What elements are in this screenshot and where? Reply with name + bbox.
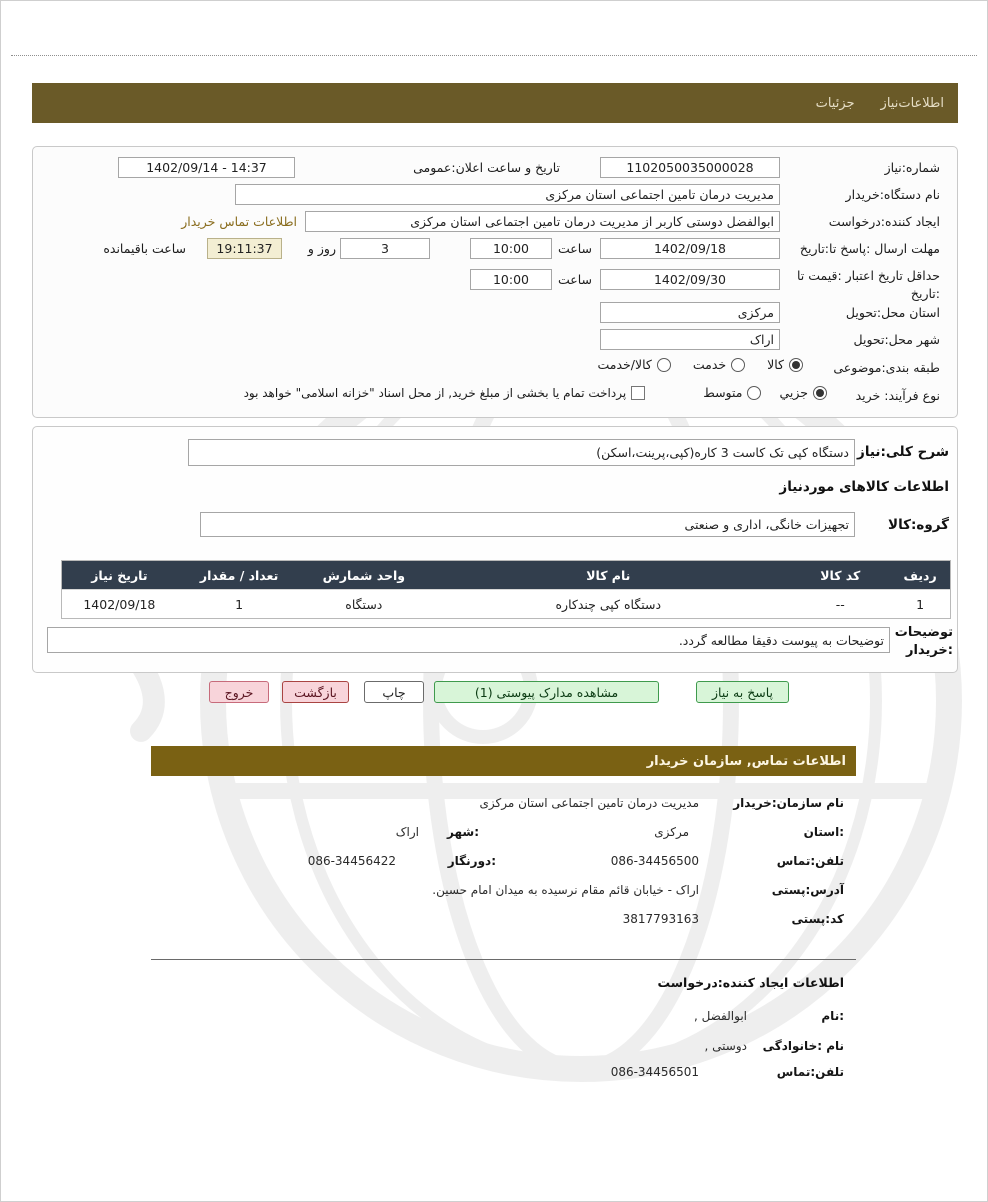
goods-table bbox=[61, 560, 951, 619]
col-goods-name: نام کالا bbox=[586, 567, 631, 583]
province-label: :استان bbox=[803, 825, 844, 839]
goods-group-label: گروه:کالا bbox=[888, 517, 949, 533]
need-number-field[interactable]: 1102050035000028 bbox=[600, 157, 780, 178]
goods-group-field[interactable]: تجهیزات خانگی، اداری و صنعتی bbox=[200, 512, 855, 537]
need-detail-panel bbox=[32, 426, 958, 673]
days-and-label: روز و bbox=[307, 241, 336, 256]
radio-goods-service-label: کالا/خدمت bbox=[597, 357, 652, 372]
cell-row-number: 1 bbox=[916, 596, 925, 612]
cell-goods-code: -- bbox=[835, 596, 845, 612]
deadline-hour-label: ساعت bbox=[557, 241, 592, 256]
price-validity-date-field[interactable]: 1402/09/30 bbox=[600, 269, 780, 290]
creator-phone-label: تلفن:تماس bbox=[776, 1065, 844, 1079]
buyer-contact-header: اطلاعات تماس, سازمان خریدار bbox=[151, 746, 856, 776]
radio-medium-label: متوسط bbox=[703, 385, 743, 400]
cell-quantity: 1 bbox=[235, 596, 244, 612]
col-row-number: ردیف bbox=[903, 567, 937, 583]
cell-need-date: 1402/09/18 bbox=[83, 596, 156, 612]
cell-goods-name: دستگاه کپی چندکاره bbox=[555, 596, 662, 612]
top-tab-bar bbox=[32, 83, 958, 123]
view-attached-docs-button[interactable]: مشاهده مدارک پیوستی (1) bbox=[434, 681, 659, 703]
announce-datetime-field[interactable]: 1402/09/14 - 14:37 bbox=[118, 157, 295, 178]
need-summary-label: شرح کلی:نیاز bbox=[857, 444, 949, 460]
price-validity-time-field[interactable]: 10:00 bbox=[470, 269, 552, 290]
request-creator-label: ایجاد کننده:درخواست bbox=[828, 214, 940, 229]
need-number-label: شماره:نیاز bbox=[884, 160, 940, 175]
hours-remaining-label: ساعت باقیمانده bbox=[103, 241, 186, 256]
delivery-city-label: شهر محل:تحویل bbox=[853, 332, 940, 347]
buyer-notes-field[interactable]: توضیحات به پیوست دقیقا مطالعه گردد. bbox=[47, 627, 890, 653]
delivery-province-field[interactable]: مرکزی bbox=[600, 302, 780, 323]
col-unit: واحد شمارش bbox=[322, 567, 406, 583]
remaining-days-field[interactable]: 3 bbox=[340, 238, 430, 259]
reply-deadline-time-field[interactable]: 10:00 bbox=[470, 238, 552, 259]
announce-datetime-label: تاریخ و ساعت اعلان:عمومی bbox=[413, 160, 560, 175]
buyer-org-field[interactable]: مدیریت درمان تامین اجتماعی استان مرکزی bbox=[235, 184, 780, 205]
required-goods-heading: اطلاعات کالاهای موردنیاز bbox=[779, 479, 949, 495]
radio-minor-label: جزيي bbox=[779, 385, 808, 400]
col-goods-code: کد کالا bbox=[820, 567, 861, 583]
first-name-label: :نام bbox=[821, 1009, 844, 1023]
radio-goods[interactable] bbox=[767, 357, 803, 372]
cell-unit: دستگاه bbox=[345, 596, 383, 612]
delivery-city-field[interactable]: اراک bbox=[600, 329, 780, 350]
dotted-divider bbox=[11, 55, 977, 56]
org-name-label: نام سازمان:خریدار bbox=[733, 796, 844, 810]
radio-goods-service[interactable] bbox=[597, 357, 670, 372]
col-need-date: تاریخ نیاز bbox=[91, 567, 148, 583]
postal-code-value: 3817793163 bbox=[622, 912, 699, 926]
price-validity-label: حداقل تاریخ اعتبار :قیمت تا :تاریخ bbox=[796, 268, 940, 302]
tab-details[interactable]: جزئیات bbox=[815, 95, 855, 111]
buyer-contact-link[interactable]: اطلاعات تماس خریدار bbox=[181, 214, 297, 229]
radio-service-label: خدمت bbox=[692, 357, 727, 372]
countdown-timer: 19:11:37 bbox=[207, 238, 282, 259]
treasury-payment-label: پرداخت تمام یا بخشی از مبلغ خرید, از محل اسناد "خزانه اسلامی" خواهد بود bbox=[243, 385, 627, 400]
purchase-process-type-label: نوع فرآیند: خرید bbox=[855, 388, 940, 403]
fax-value: 086-34456422 bbox=[307, 854, 396, 868]
radio-goods-label: کالا bbox=[767, 357, 784, 372]
fax-label: :دورنگار bbox=[447, 854, 496, 868]
buyer-notes-label-line2: :خریدار bbox=[906, 643, 953, 658]
contact-phone-value: 086-34456500 bbox=[610, 854, 699, 868]
radio-icon bbox=[657, 358, 671, 372]
creator-info-heading: اطلاعات ایجاد کننده:درخواست bbox=[657, 975, 844, 990]
back-button[interactable]: بازگشت bbox=[282, 681, 349, 703]
radio-medium[interactable] bbox=[703, 385, 761, 400]
buyer-org-label: نام دستگاه:خریدار bbox=[845, 187, 940, 202]
postal-address-value: اراک - خیابان قائم مقام نرسیده به میدان امام حسین. bbox=[432, 883, 699, 897]
goods-table-header bbox=[62, 561, 950, 589]
postal-code-label: کد:پستی bbox=[791, 912, 844, 926]
radio-minor[interactable] bbox=[779, 385, 827, 400]
radio-service[interactable] bbox=[693, 357, 745, 372]
validity-hour-label: ساعت bbox=[557, 272, 592, 287]
subject-classification-label: طبقه بندی:موضوعی bbox=[833, 360, 940, 375]
radio-selected-icon bbox=[789, 358, 803, 372]
last-name-value: دوستی , bbox=[704, 1039, 747, 1053]
contact-divider bbox=[151, 959, 856, 960]
treasury-payment-checkbox[interactable] bbox=[244, 386, 646, 400]
delivery-province-label: استان محل:تحویل bbox=[845, 305, 940, 320]
checkbox-icon bbox=[631, 386, 645, 400]
process-type-radio-group bbox=[244, 385, 827, 400]
radio-icon bbox=[731, 358, 745, 372]
radio-icon bbox=[747, 386, 761, 400]
col-quantity: تعداد / مقدار bbox=[199, 567, 279, 583]
respond-to-need-button[interactable]: پاسخ به نیاز bbox=[696, 681, 789, 703]
exit-button[interactable]: خروج bbox=[209, 681, 269, 703]
city-value: اراک bbox=[395, 825, 419, 839]
province-value: مرکزی bbox=[654, 825, 689, 839]
first-name-value: ابوالفضل , bbox=[693, 1009, 747, 1023]
creator-phone-value: 086-34456501 bbox=[610, 1065, 699, 1079]
classification-radio-group bbox=[597, 357, 803, 372]
buyer-notes-label-line1: توضیحات bbox=[894, 625, 953, 640]
postal-address-label: آدرس:پستی bbox=[771, 883, 844, 897]
contact-phone-label: تلفن:تماس bbox=[776, 854, 844, 868]
org-name-value: مدیریت درمان تامین اجتماعی استان مرکزی bbox=[479, 796, 699, 810]
request-creator-field[interactable]: ابوالفضل دوستی کاربر از مدیریت درمان تامین اجتماعی استان مرکزی bbox=[305, 211, 780, 232]
table-row bbox=[62, 589, 950, 618]
tab-need-info[interactable]: اطلاعات‌نیاز bbox=[880, 95, 944, 111]
need-summary-field[interactable]: دستگاه کپی تک کاست 3 کاره(کپی،پرینت،اسکن) bbox=[188, 439, 855, 466]
need-form-panel bbox=[32, 146, 958, 418]
city-label: :شهر bbox=[447, 825, 479, 839]
reply-deadline-date-field[interactable]: 1402/09/18 bbox=[600, 238, 780, 259]
last-name-label: نام :خانوادگی bbox=[762, 1039, 844, 1053]
radio-selected-icon bbox=[813, 386, 827, 400]
reply-deadline-label: مهلت ارسال :پاسخ تا:تاریخ bbox=[799, 241, 940, 256]
print-button[interactable]: چاپ bbox=[364, 681, 424, 703]
